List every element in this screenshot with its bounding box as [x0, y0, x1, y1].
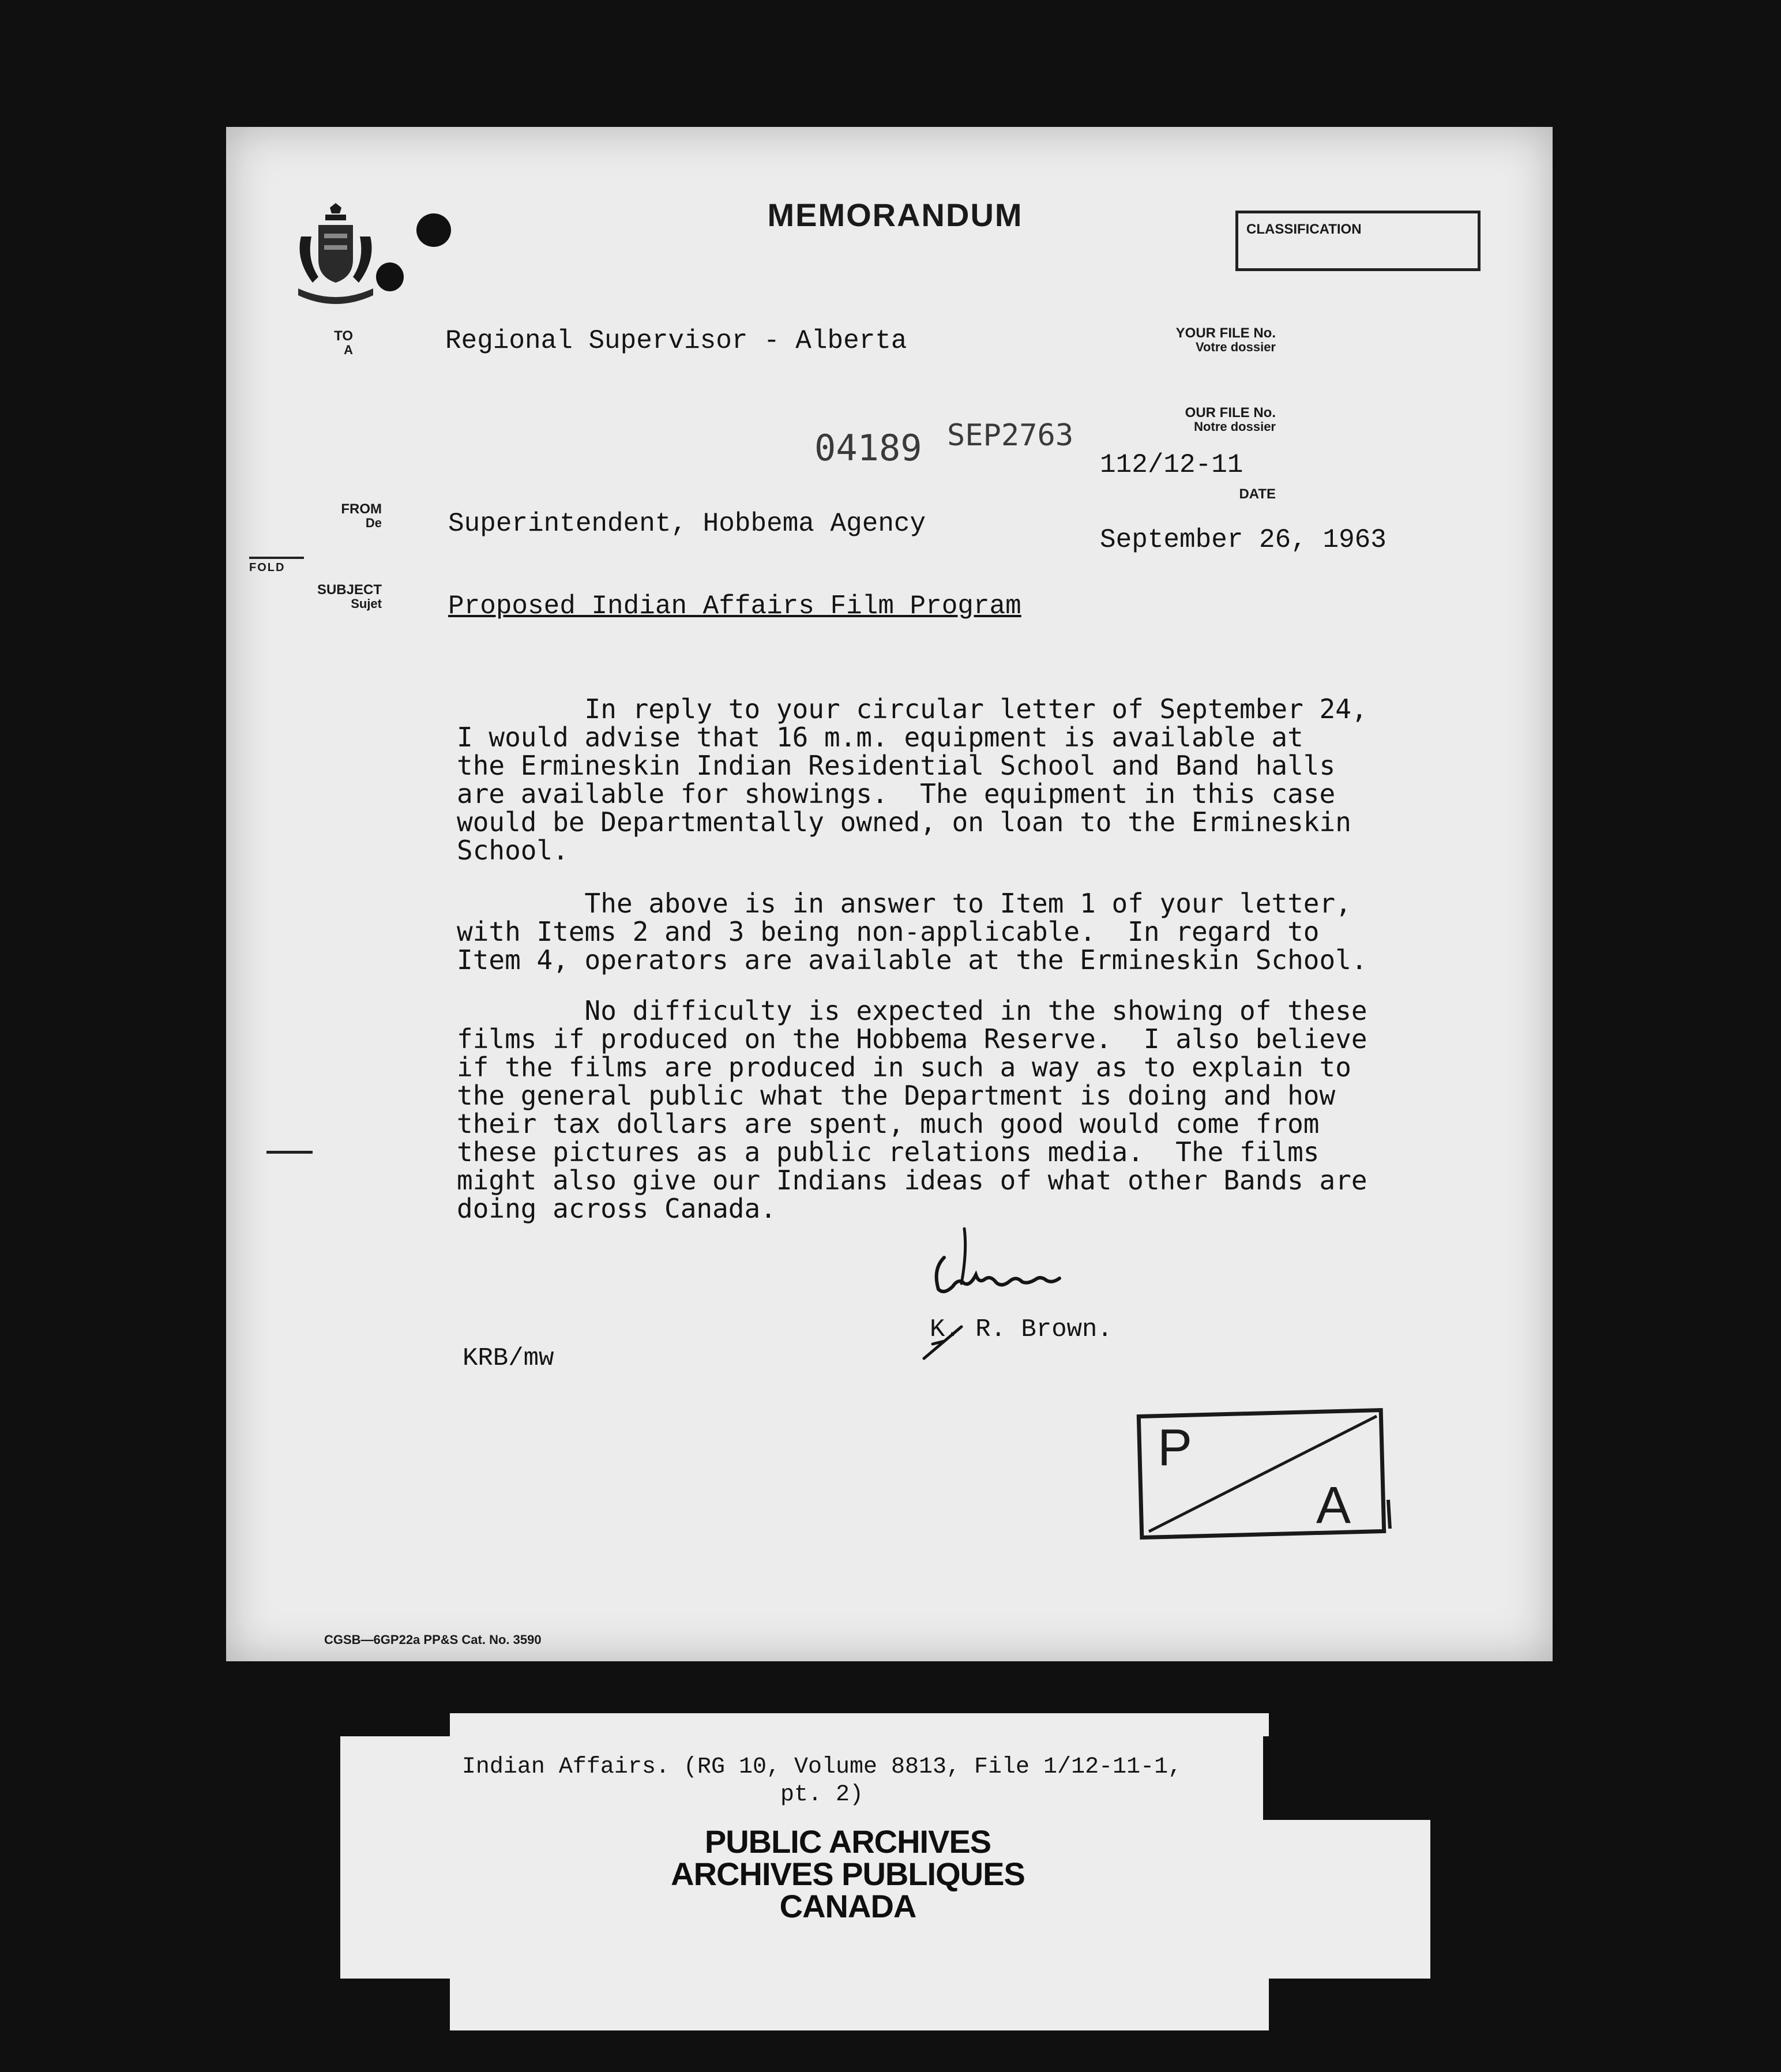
label-notch [1263, 1736, 1448, 1820]
svg-text:P: P [1158, 1419, 1193, 1477]
archive-label-card [340, 1736, 1430, 1979]
body-paragraph-2: The above is in answer to Item 1 of your letter, with Items 2 and 3 being non-applicable. In regard to Item 4, operators are available at the Ermineskin School. [457, 888, 1367, 975]
our-file-label: OUR FILE No. Notre dossier [1185, 405, 1276, 434]
svg-text:A: A [1316, 1477, 1351, 1534]
pa-stamp [1132, 1390, 1408, 1552]
received-stamp-date: SEP2763 [947, 418, 1074, 453]
classification-label: CLASSIFICATION [1246, 222, 1362, 237]
memo-title: MEMORANDUM [767, 197, 1023, 233]
margin-dash [266, 1151, 313, 1154]
from-value: Superintendent, Hobbema Agency [448, 509, 926, 539]
classification-box [1235, 211, 1481, 271]
label-tab-bottom [450, 1967, 1269, 2030]
form-number: CGSB—6GP22a PP&S Cat. No. 3590 [324, 1632, 542, 1647]
fold-mark: FOLD [249, 557, 304, 575]
memorandum-page [226, 127, 1553, 1661]
handwritten-signature [889, 1223, 1178, 1384]
signatory-name: K. R. Brown. [930, 1315, 1113, 1344]
to-label: TO A [334, 328, 353, 358]
your-file-label: YOUR FILE No. Votre dossier [1175, 325, 1276, 355]
coat-of-arms-icon [290, 202, 382, 317]
body-paragraph-3: No difficulty is expected in the showing of these films if produced on the Hobbema Reserve. I also believe if the films are produced in such a way as to explain to the general public what the Department is doing and how their tax dollars are spent, much good would come from these pictures as a public relations media. The films might also give our Indians ideas of what other Bands are doing across Canada. [457, 995, 1367, 1224]
received-stamp-number: 04189 [814, 427, 922, 469]
public-archives-stamp: PUBLIC ARCHIVES ARCHIVES PUBLIQUES CANADA [671, 1823, 1025, 1924]
ink-blot [416, 213, 451, 247]
subject-label: SUBJECT Sujet [317, 582, 382, 611]
ink-blot [376, 262, 404, 291]
date-label: DATE [1239, 486, 1276, 502]
from-label: FROM De [341, 501, 382, 531]
to-value: Regional Supervisor - Alberta [445, 326, 907, 356]
body-paragraph-1: In reply to your circular letter of September 24, I would advise that 16 m.m. equipment is available at the Ermineskin Indian Residential School and Band halls are available for showings. The equipment in this case would be Departmentally owned, on loan to the Ermineskin School. [457, 693, 1367, 866]
archive-reference: Indian Affairs. (RG 10, Volume 8813, File 1/12-11-1, pt. 2) [461, 1754, 1182, 1808]
subject-value: Proposed Indian Affairs Film Program [448, 591, 1021, 621]
our-file-value: 112/12-11 [1100, 450, 1243, 480]
typist-initials: KRB/mw [463, 1344, 554, 1373]
date-value: September 26, 1963 [1100, 525, 1387, 555]
